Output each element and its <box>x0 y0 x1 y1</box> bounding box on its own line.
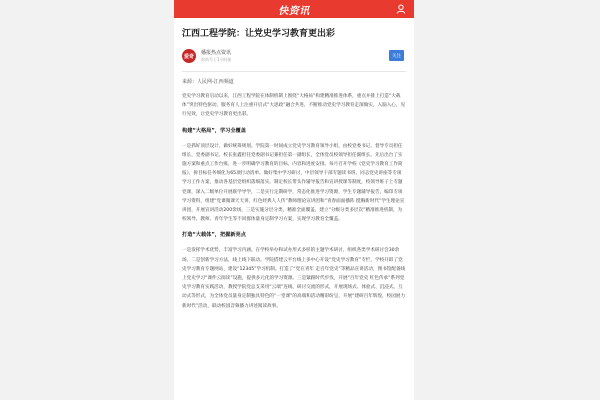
article-page <box>174 0 414 400</box>
author-row <box>182 49 406 63</box>
article-title: 江西工程学院：让党史学习教育更出彩 <box>182 29 336 39</box>
paragraph: 一是发挥学术优势，丰富学习内涵。在学校举办和试办形式多样的主题学术研讨，组织各类学术研讨会30余场。二是创新学习方法，线上线下联动。学院搭建云平台线上多中心开设“党史学习教育”专栏，学校开辟了党史学习教育专题网站，建设“12345”学习机制。打造了“党在青年 走百年党史”等精品宣讲活动，图书馆配备线上党史学习“课件云阅读”设施，提供多元化的学习资源。三是紧跟时代步伐，开展“百年党史 红色传承”系列党史学习教育实践活动，教授学院党总支采用“云端”连线、研讨交流的形式，开展现场式、体验式、沉浸式、互动式等形式，为全体党员量身定制独具特色的“一堂课”的高端和活动精彩纷呈，开展“建研百年辉煌，校园展力新时代”活动，联动校园音频播力讲述阅读故事。 <box>182 248 406 309</box>
author-meta: 时尚号 | 1小时前 <box>201 56 232 62</box>
avatar[interactable]: 爱奇 <box>182 49 196 63</box>
app-logo[interactable]: 快资讯 <box>278 5 310 17</box>
author-info <box>201 50 231 63</box>
section-heading: 打造“大载体”，把握新亮点 <box>182 232 246 239</box>
follow-button[interactable]: 关注 <box>389 50 404 61</box>
top-bar <box>174 0 414 18</box>
author-name[interactable]: 播报热点资讯 <box>201 49 232 56</box>
user-icon[interactable] <box>396 4 406 14</box>
paragraph: 一是抓好顶层设计，做好统筹规划。学院第一时间成立党史学习教育领导小组，由校党委书记、督导专员担任组长，党委副书记、校长张鑫担任党委副书记兼担任第一副组长，全体党员校领导担任副组长。先后出台了实施方案和重点工作台账，进一步明确学习教育的目标、内容和进度安排。每月召开学校《党史学习教育工作简报》，拆目标任务细化为65项行动清单。做好集中学习研讨，中层领导干部专题读书班，同志党史讲座等专项学习工作方案，推动各基层党组织落细落实。制定校长带头作辅导报告和宣讲授课等制度，校领导班子上专题党课，深入二级单位开展联学导学，二是实行定期研学，常态化推进学习资源，学生专题辅导报告，编印专项学习资料，组建“党课微课天天讲，红色经典人人传”教师理论宣讲团和“青春面面播阵 挺胸新时代”学生理论宣讲团，开展宣讲活动200余场，三是实施分层分类，精准全面覆盖，建立“分级分类多层次”精准推进机制，为校领导、教师、青年学生等不同群体量身定制学习方案，实现学习教育全覆盖。 <box>182 143 405 223</box>
article-content <box>174 18 414 311</box>
divider <box>182 71 406 72</box>
article-source: 来源：人民网-江西频道 <box>182 79 234 85</box>
paragraph: 党史学习教育启动以来，江西工程学院在体制机制上围绕“大格局”构建精准推进体系，重点并排上打造“大载体”突出特色驱动，服务育人上注重开启式“大思政”融合共进，不断推动党史学习教育走深做实，入脑入心，见行见效，让党史学习教育更出彩。 <box>182 94 406 118</box>
section-heading: 构建“大格局”，学习全覆盖 <box>182 127 246 134</box>
